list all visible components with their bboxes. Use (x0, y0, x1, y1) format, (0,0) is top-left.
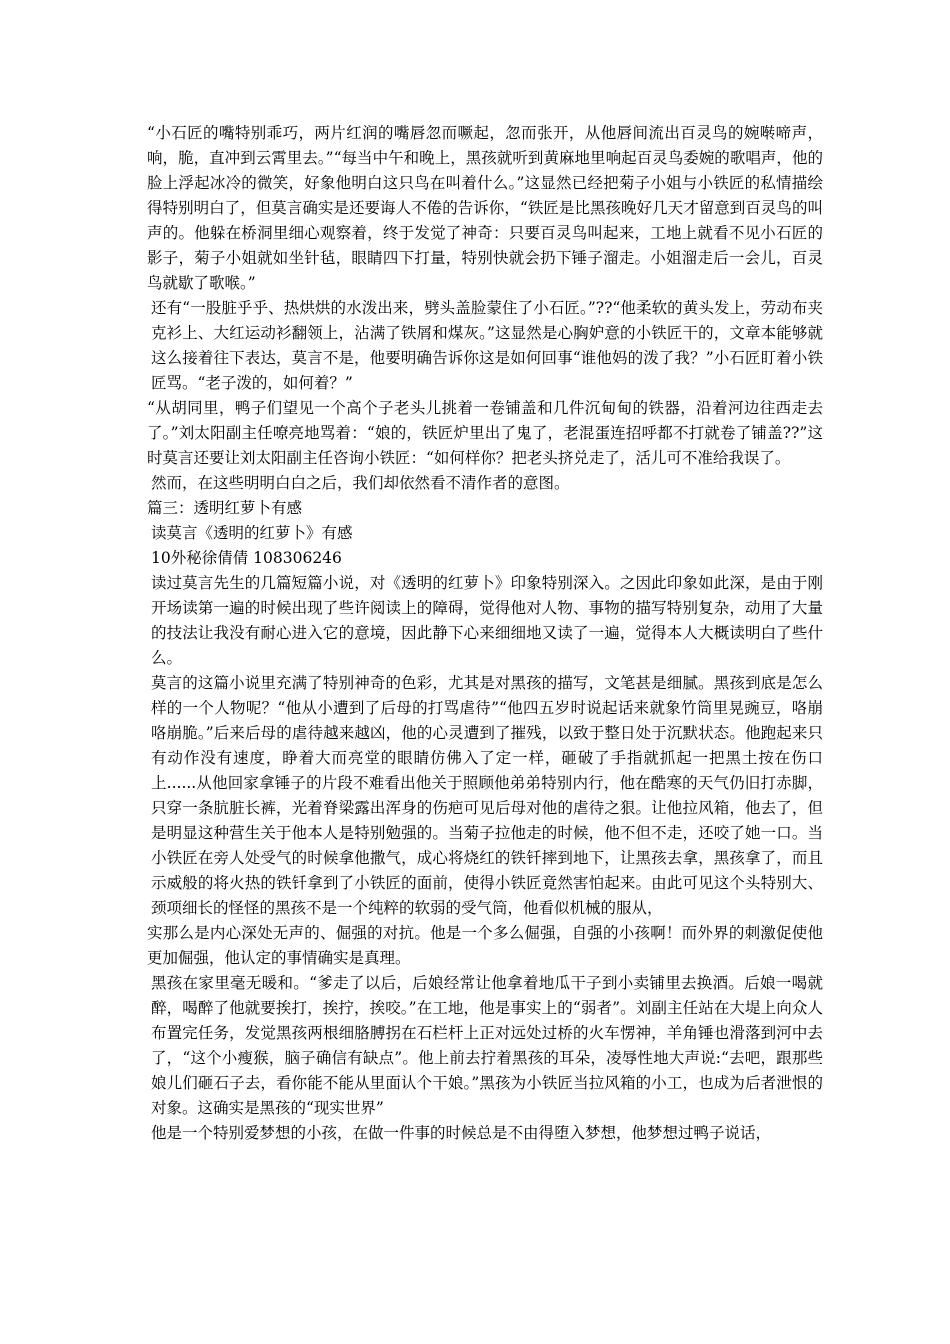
paragraph: 莫言的这篇小说里充满了特别神奇的色彩，尤其是对黑孩的描写，文笔甚是细腻。黑孩到底是怎么样的一个人物呢？“他从小遭到了后母的打骂虐待”“他四五岁时说起话来就象竹筒里晃豌豆，咯崩咯崩脆。”后来后母的虐待越来越凶，他的心灵遭到了摧残，以致于整日处于沉默状态。他跑起来只有动作没有速度，睁着大而亮堂的眼睛仿佛入了定一样，砸破了手指就抓起一把黑土按在伤口上......从他回家拿锤子的片段不难看出他关于照顾他弟弟特别内行，他在酷寒的天气仍旧打赤脚，只穿一条肮脏长裤，光着脊梁露出浑身的伤疤可见后母对他的虐待之狠。让他拉风箱，他去了，但是明显这种营生关于他本人是特别勉强的。当菊子拉他走的时候，他不但不走，还咬了她一口。当小铁匠在旁人处受气的时候拿他撒气，成心将烧红的铁钎摔到地下，让黑孩去拿，黑孩拿了，而且示威般的将火热的铁钎拿到了小铁匠的面前，使得小铁匠竟然害怕起来。由此可见这个头特别大、颈项细长的怪怪的黑孩不是一个纯粹的软弱的受气筒，他看似机械的服从， (151, 674, 823, 917)
paragraph: “小石匠的嘴特别乖巧，两片红润的嘴唇忽而噘起，忽而张开，从他唇间流出百灵鸟的婉啭啼声，响，脆，直冲到云霄里去。”“每当中午和晚上，黑孩就听到黄麻地里响起百灵鸟委婉的歌唱声，他的脸上浮起冰冷的微笑，好象他明白这只鸟在叫着什么。”这显然已经把菊子小姐与小铁匠的私情描绘得特别明白了，但莫言确实是还要诲人不倦的告诉你，“铁匠是比黑孩晚好几天才留意到百灵鸟的叫声的。他躲在桥洞里细心观察着，终于发觉了神奇：只要百灵鸟叫起来，工地上就看不见小石匠的影子，菊子小姐就如坐针毡，眼睛四下打量，特别快就会扔下锤子溜走。小姐溜走后一会儿，百灵鸟就歇了歌喉。” (147, 124, 823, 292)
document-body (147, 121, 823, 1146)
paragraph: 然而，在这些明明白白之后，我们却依然看不清作者的意图。 (151, 474, 570, 492)
paragraph: 他是一个特别爱梦想的小孩，在做一件事的时候总是不由得堕入梦想，他梦想过鸭子说话， (151, 1124, 772, 1142)
article-title: 读莫言《透明的红萝卜》有感 (151, 524, 353, 542)
paragraph: 黑孩在家里毫无暖和。“爹走了以后，后娘经常让他拿着地瓜干子到小卖铺里去换酒。后娘一喝就醉，喝醉了他就要挨打，挨拧，挨咬。”在工地，他是事实上的“弱者”。刘副主任站在大堤上向众人布置完任务，发觉黑孩两根细胳膊拐在石栏杆上正对远处过桥的火车愣神，羊角锤也滑落到河中去了，“这个小瘦猴，脑子确信有缺点”。他上前去拧着黑孩的耳朵，凌辱性地大声说:“去吧，跟那些娘儿们砸石子去，看你能不能从里面认个干娘。”黑孩为小铁匠当拉风箱的小工，也成为后者泄恨的对象。这确实是黑孩的“现实世界” (151, 974, 823, 1117)
paragraph: “从胡同里，鸭子们望见一个高个子老头儿挑着一卷铺盖和几件沉甸甸的铁器，沿着河边往西走去了。”刘太阳副主任嘹亮地骂着：“娘的，铁匠炉里出了鬼了，老混蛋连招呼都不打就卷了铺盖??”这时莫言还要让刘太阳副主任咨询小铁匠：“如何样你？把老头挤兑走了，活儿可不准给我误了。 (147, 399, 823, 467)
paragraph: 读过莫言先生的几篇短篇小说，对《透明的红萝卜》印象特别深入。之因此印象如此深，是由于刚开场读第一遍的时候出现了些许阅读上的障碍，觉得他对人物、事物的描写特别复杂，动用了大量的技法让我没有耐心进入它的意境，因此静下心来细细地又读了一遍，觉得本人大概读明白了些什么。 (151, 574, 823, 667)
paragraph: 还有“一股脏乎乎、热烘烘的水泼出来，劈头盖脸蒙住了小石匠。”??“他柔软的黄头发上，劳动布夹克衫上、大红运动衫翻领上，沾满了铁屑和煤灰。”这显然是心胸妒意的小铁匠干的，文章本能够就这么接着往下表达，莫言不是，他要明确告诉你这是如何回事“谁他妈的泼了我？”小石匠盯着小铁匠骂。“老子泼的，如何着？” (151, 299, 823, 392)
paragraph: 实那么是内心深处无声的、倔强的对抗。他是一个多么倔强，自强的小孩啊！而外界的刺激促使他更加倔强，他认定的事情确实是真理。 (147, 924, 823, 967)
section-heading: 篇三：透明红萝卜有感 (147, 499, 303, 517)
author-line: 10外秘徐倩倩 108306246 (151, 549, 342, 567)
